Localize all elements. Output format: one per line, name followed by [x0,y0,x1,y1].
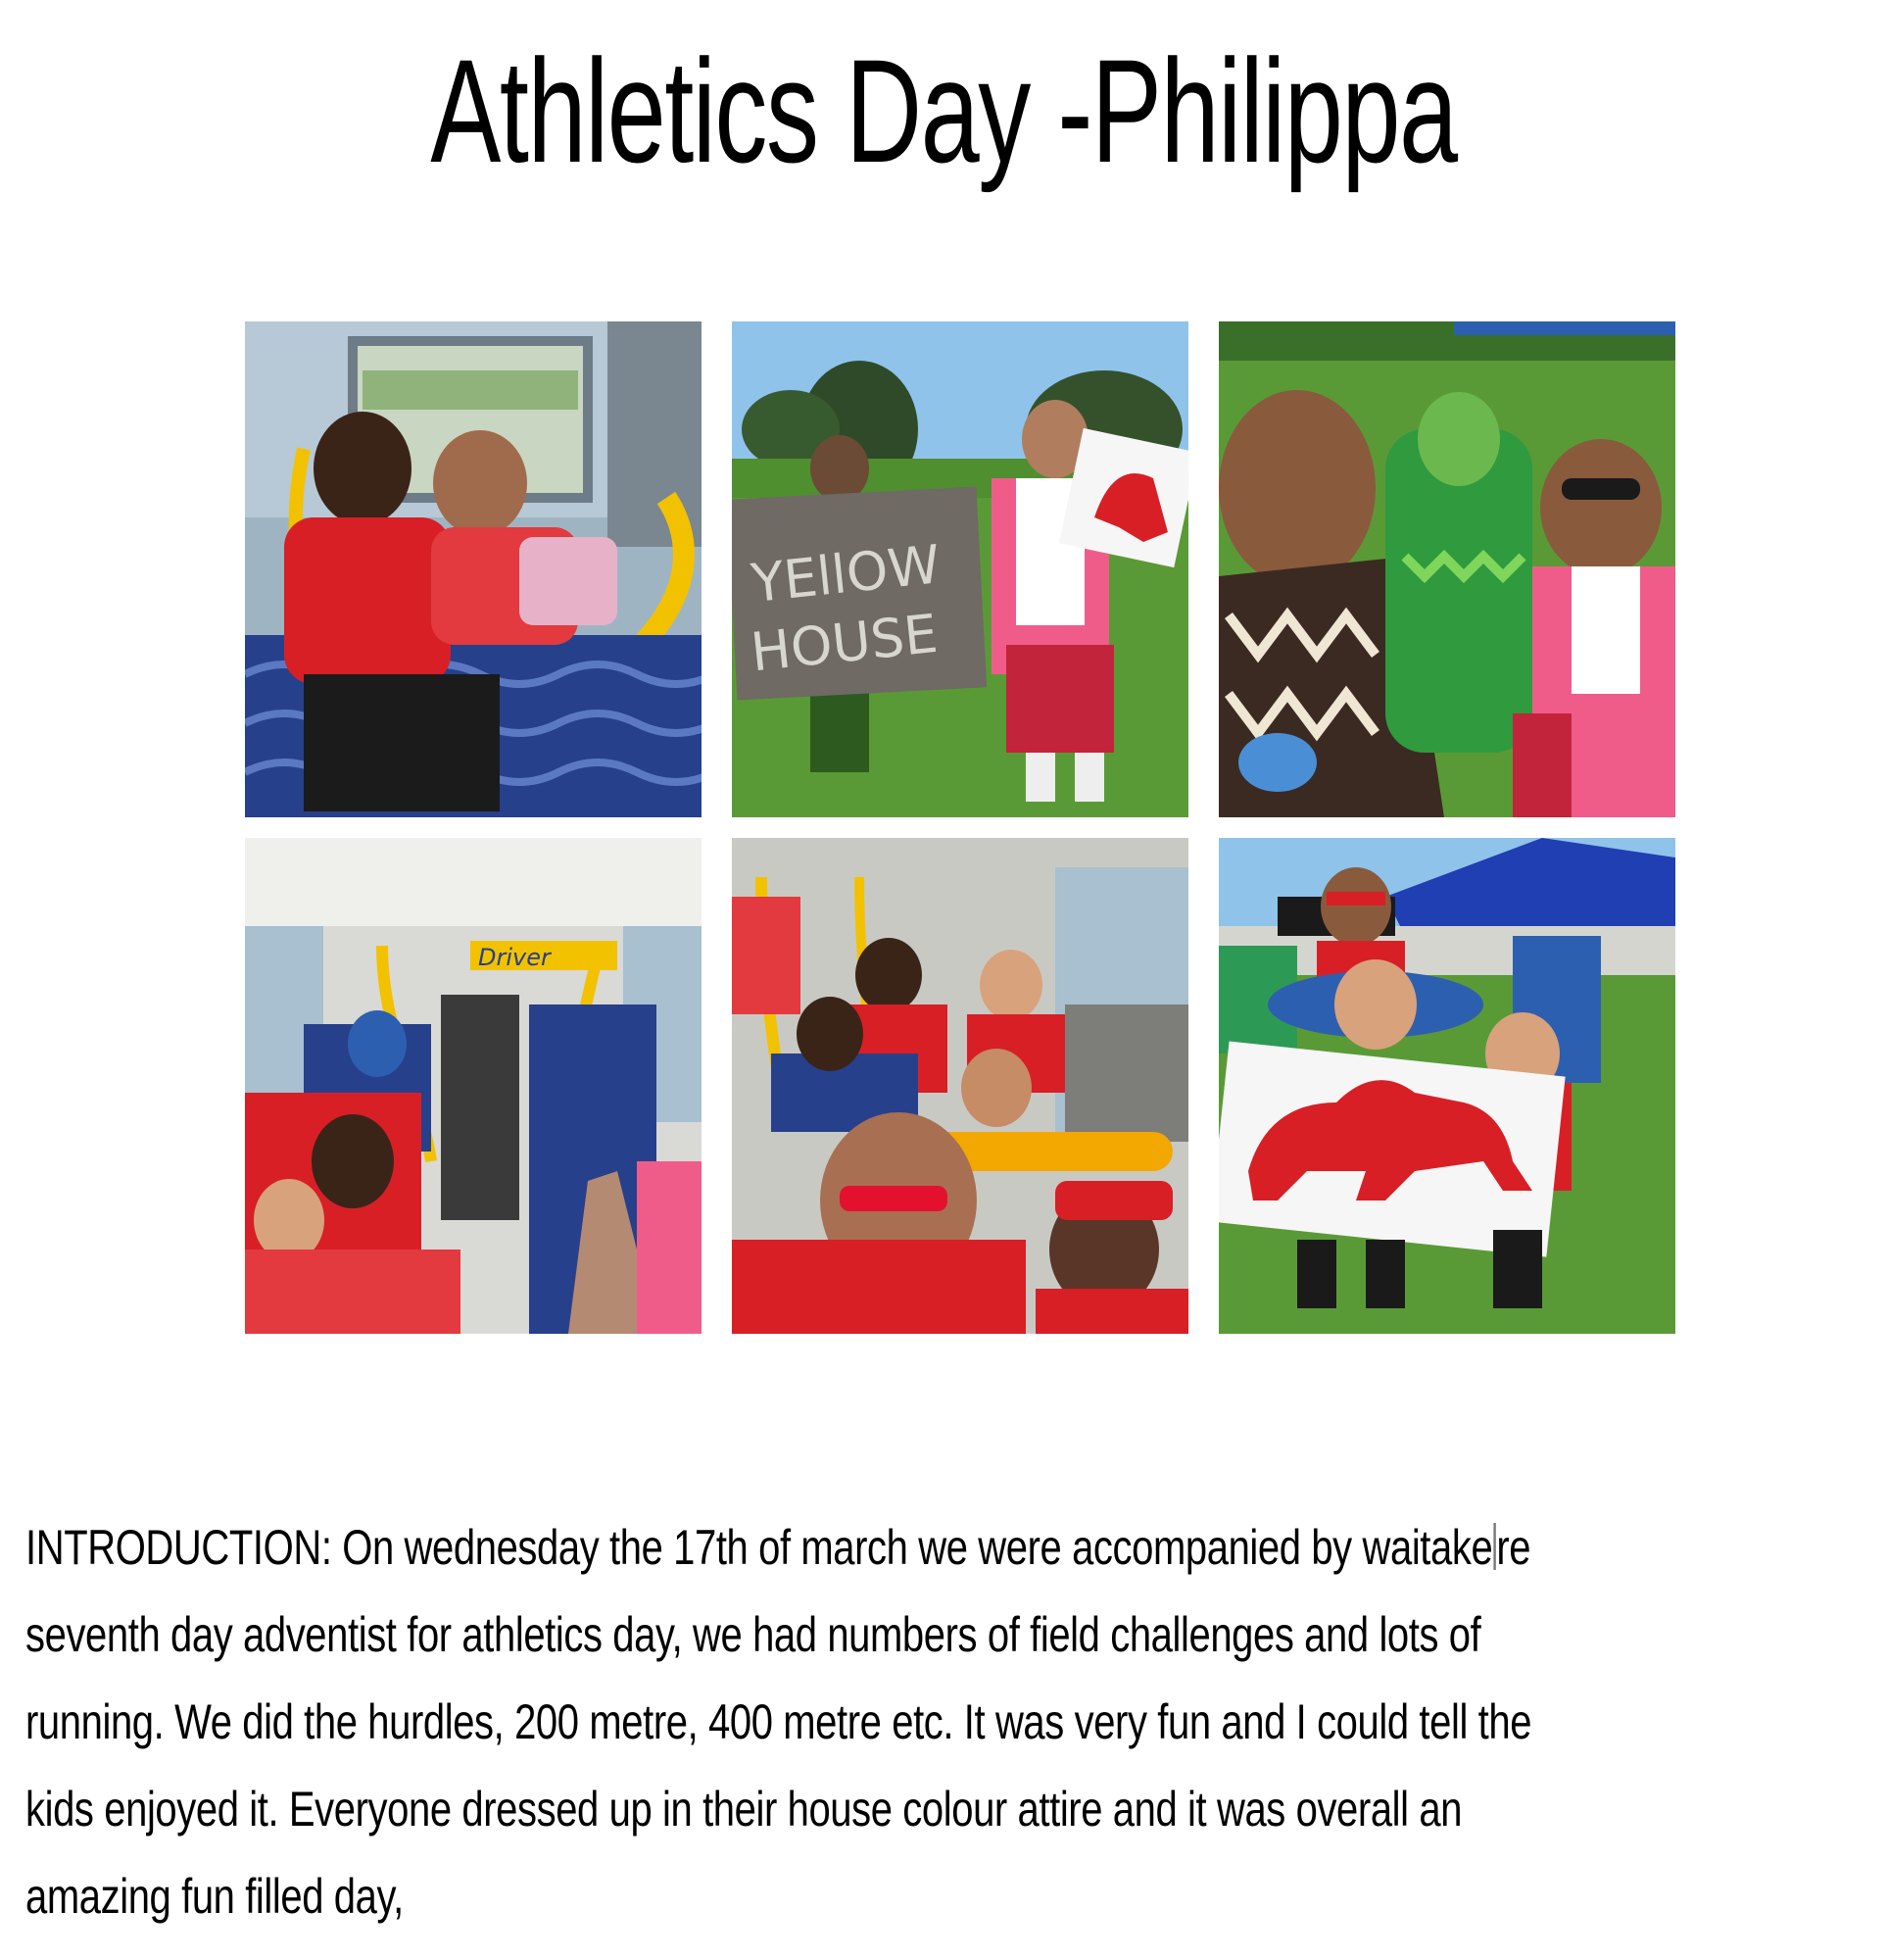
photo-bus-interior-students [245,838,702,1334]
introduction-line-text: INTRODUCTION: On wednesday the 17th of march we were accompanied by waitake [25,1520,1493,1575]
introduction-line-text-end: re [1496,1520,1531,1575]
photo-yellow-house-sign [732,321,1188,817]
photo-selfie-adults-green-costume [1219,321,1675,817]
photo-grid [245,321,1675,1331]
text-cursor [1493,1523,1495,1570]
introduction-line [25,1504,1531,1592]
page-title: Athletics Day -Philippa [430,28,1457,193]
svg-text:HOUSE: HOUSE [748,602,941,684]
introduction-paragraph [25,1504,1867,1940]
svg-text:Driver: Driver [478,944,551,971]
photo-kids-on-bus-seats [245,321,702,817]
introduction-line: running. We did the hurdles, 200 metre, 400 metre etc. It was very fun and I could tell the [25,1694,1532,1749]
photo-bus-selfie-teacher [732,838,1188,1334]
introduction-line: amazing fun filled day, [25,1869,404,1924]
svg-text:YEllOW: YEllOW [749,533,944,615]
introduction-line: kids enjoyed it. Everyone dressed up in their house colour attire and it was overall an [25,1782,1463,1837]
photo-kids-with-red-lion-flag [1219,838,1675,1334]
introduction-line: seventh day adventist for athletics day, we had numbers of field challenges and lots of [25,1607,1481,1662]
